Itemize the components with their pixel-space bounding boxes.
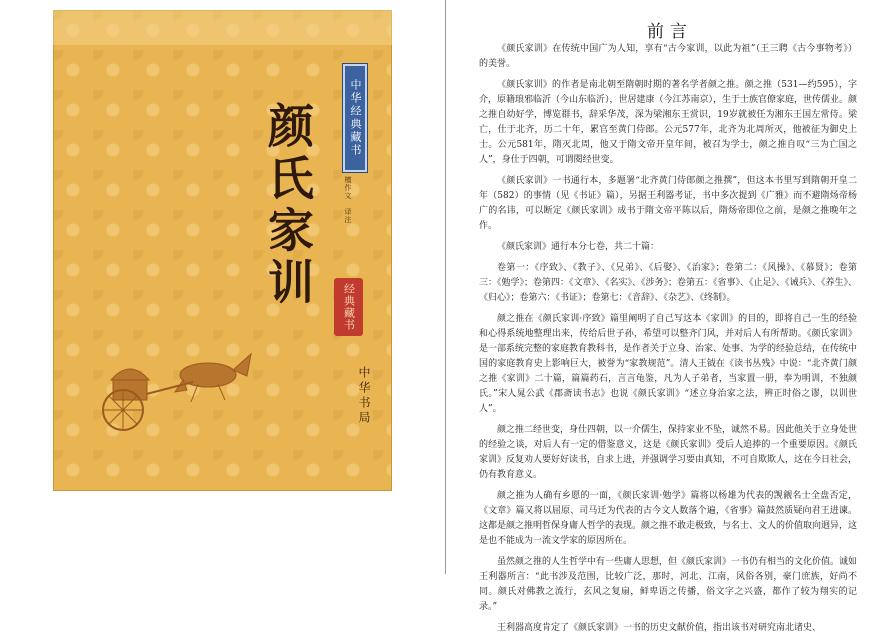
paragraph: 《颜氏家训》在传统中国广为人知，享有“古今家训，以此为祖”（王三聘《古今事物考》）的美誉。 <box>479 44 857 69</box>
cover-top-band <box>53 10 392 45</box>
paragraph: 颜之推二经世变，身仕四朝，以一介儒生，保持家业不坠，诚然不易。因此他关于立身处世的经验之谈，对后人有一定的借鉴意义，这是《颜氏家训》受后人追捧的一个重要原因。《颜氏家训》反复劝人要好好读书，自求上进，并强调学习要由真知，不可自欺欺人，这在今日社会，仍有教育意义。 <box>479 425 858 480</box>
series-label: 中华经典藏书 <box>349 79 362 157</box>
paragraph: 《颜氏家训》的作者是南北朝至隋朝时期的著名学者颜之推。颜之推（531—约595），字介，原籍琅邪临沂（今山东临沂），世居建康（今江苏南京），生于士族官僚家庭，世传儒业。颜之推自幼好学，博览群书，辞采华茂，深为梁湘东王赏识，19岁就被任为湘东王国左常侍。梁亡，仕于北齐，历二十年，累官至黄门侍郎。公元577年，北齐为北周所灭，他被征为御史上士。公元581年，隋灭北周，他又于隋文帝开皇年间，被召为学士，颜之推自叹“三为亡国之人”，身仕于四朝，可谓閱经世变。 <box>479 80 858 165</box>
horse-leg <box>191 384 198 402</box>
seal-text: 经典藏书 <box>342 283 356 331</box>
cover-title: 颜氏家训 <box>261 102 315 310</box>
right-page-pane <box>446 0 894 633</box>
series-badge <box>343 64 367 172</box>
horse-leg <box>218 384 225 400</box>
book-cover <box>53 10 392 491</box>
left-page-pane <box>0 0 445 574</box>
paragraph: 虽然颜之推的人生哲学中有一些庸人思想，但《颜氏家训》一书仍有相当的文化价值。诚如王利器所言：“此书涉及范围，比较广泛，那时，河北、江南，风俗各别，豪门庶族，好尚不同。颜氏对佛教之流行，玄风之复扇，鲜卑语之传播，俗文字之兴盛，都作了较为翔实的记录。” <box>479 557 858 612</box>
paragraph: 颜之推在《颜氏家训·序致》篇里阐明了自己写这本《家训》的目的，即将自己一生的经验和心得系统地整理出来，传给后世子孙，希望可以整齐门风，并对后人有所帮助。《颜氏家训》是一部系统完整的家庭教育教科书，是作者关于立身、治家、处事、为学的经验总结，在传统中国的家庭教育史上影响巨大，被誉为“家教规范”。清人王钺在《读书丛残》中说：“北齐黄门颜之推《家训》二十篇，篇篇药石，言言龟鉴，凡为人子弟者，当家置一册，奉为明训，不独颜氏。”宋人晁公武《郡斋读书志》也说《颜氏家训》“述立身治家之法，辨正时俗之谬，以训世人”。 <box>479 314 858 414</box>
paragraph: 卷第一：《序致》、《教子》、《兄弟》、《后娶》、《治家》；卷第二：《风操》、《慕贤》；卷第三：《勉学》；卷第四：《文章》、《名实》、《涉务》；卷第五：《省事》、《止足》、《诫兵》、《养生》、《归心》；卷第六：《书证》；卷第七：《音辞》、《杂艺》、《终制》。 <box>479 263 858 303</box>
paragraph: 《颜氏家训》通行本分七卷，共二十篇： <box>497 242 660 252</box>
chariot-illustration <box>83 340 253 450</box>
publisher-name: 中华书局 <box>357 366 371 426</box>
paragraph: 王利器高度肯定了《颜氏家训》一书的历史文献价值，指出该书对研究南北诸史、 <box>497 623 822 633</box>
chariot-canopy <box>111 369 149 380</box>
paragraph: 颜之推为人确有乡愿的一面，《颜氏家训·勉学》篇将以杨雄为代表的觊觎名士全盘否定，《文章》篇又将以屈原、司马迁为代表的古今文人数落个遍，《省事》篇鼓然质疑向君王进谏。这都是颜之推明哲保身庸人哲学的表现。颜之推不敢走极致，与名士、文人的价值取向迥异，这是也不能成为一流文学家的原因所在。 <box>479 491 858 546</box>
paragraph: 《颜氏家训》一书通行本，多题署“北齐黄门侍郎颜之推撰”，但这本书里写到隋朝开皇二年（582）的事情（见《书证》篇），另据王利器考证，书中多次提到《广雅》而不避隋炀帝杨广的名讳，可以断定《颜氏家训》成书于隋文帝平陈以后，隋炀帝即位之前，是颜之推晚年之作。 <box>479 176 857 231</box>
preface-body <box>479 42 857 642</box>
page-title: 前言 <box>647 22 693 42</box>
cover-author: 檀作文 译注 <box>344 176 352 224</box>
red-seal-stamp <box>334 278 363 336</box>
